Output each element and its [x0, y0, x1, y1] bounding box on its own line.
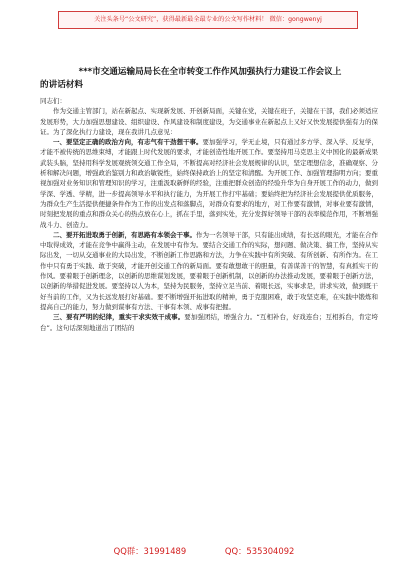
- section-heading: 二、要开拓进取勇于创新，有思路有本领会干事。: [53, 230, 196, 239]
- paragraph-text: 作为一名领导干部，只有能出成绩，有长远的眼光，才能在合作中取得成效，才能在竞争中赢得主动，在发展中有作为。要结合交通工作的实际，想问题、做决策、搞工作，坚持从实际出发，一切从交通事业的大局出发，不断创新工作思路和方法，力争在实践中有所突破、有所创新、有所作为。在工作中只有勇于实践、敢于突破，才能开创交通工作的新局面。要有敢想敢干的胆量，有善谋善干的智慧，有真抓实干的作风。要着眼于创新理念，以创新的思维谋划发展，要着眼于创新机制，以创新的办法推动发展，要着眼于创新方法，以创新的举措促进发展。要坚持以人为本，坚持为民服务，坚持立足当前、着眼长远，实事求是，讲求实效，做到既干好当前的工作，又为长远发展打好基础。要不断增强开拓进取的精神，勇于克服困难，敢于攻坚克难，在实践中锻炼和提高自己的能力，努力做到谋事有方法、干事有本领、成事有把握。: [40, 230, 378, 311]
- footer-qq[interactable]: QQ：535304092: [224, 546, 295, 556]
- greeting: 同志们：: [40, 97, 66, 105]
- section-heading: 一、要坚定正确的政治方向，有志气有干劲想干事。: [53, 138, 203, 147]
- footer-contact: [0, 545, 408, 557]
- paragraph-intro: [40, 106, 378, 137]
- title-line-1: ***市交通运输局局长在全市转变工作作风加强执行力建设工作会议上: [78, 67, 342, 77]
- document-body: [40, 96, 378, 333]
- paragraph-section-2: [40, 230, 378, 312]
- document-title: [40, 66, 380, 92]
- paragraph-text: 要加强团结，增强合力。“互相补台，好戏连台；互相拆台，肯定垮台”。这句话深刻地道出了团结的: [40, 313, 378, 332]
- paragraph-text: 要加强学习，学无止境，只有通过多方学、深入学、反复学，才能不被传统的思维束缚，才能跟上时代发展的要求，才能创造性地开展工作。要坚持用马克思主义中国化的最新成果武装头脑，坚持用科学发展观统领交通工作全局，不断提高对经济社会发展规律的认识，坚定理想信念，准确观察、分析和解决问题，增强政治鉴别力和政治敏锐性，始终保持政治上的坚定和清醒。为开展工作、加强管理指明方向；要重视加强对业务知识和管理知识的学习，注重汲取新鲜的经验，注重把群众创造的经验升华为自身开展工作的动力，做到学深、学透、学精，进一步提高领导水平和执行能力，为开展工作打牢基础；要始终把为经济社会发展提供优质服务，为群众生产生活提供便捷条件作为工作的出发点和落脚点，对群众有要求的地方，对工作要有激情，对事业要有激情，时刻把发展的重点和群众关心的热点放在心上，抓在手里，落到实处，充分发挥好领导干部的表率模范作用，不断增强战斗力、创造力。: [40, 138, 378, 229]
- paragraph-section-3: [40, 312, 378, 333]
- paragraph-text: 作为交通主管部门，站在新起点、实现新发展、开创新局面，关键在党，关键在班子，关键在干部，我们必须适应发展形势，大力加强思想建设、组织建设、作风建设和制度建设，为交通事业在新起点上又好又快发展提供强有力的保证。为了深化执行力建设，现在我讲几点意见：: [40, 107, 378, 136]
- top-promo-banner[interactable]: 关注头条号“公文研究”，获得最新最全最专业的公文写作材料！ 微信：gongwenyj: [58, 11, 358, 29]
- paragraph-section-1: [40, 137, 378, 230]
- section-heading: 三、要有严明的纪律，重实干求实效干成事。: [53, 313, 185, 322]
- title-line-2: 的讲话材料: [40, 80, 83, 90]
- footer-qq-group[interactable]: QQ群：31991489: [113, 546, 187, 556]
